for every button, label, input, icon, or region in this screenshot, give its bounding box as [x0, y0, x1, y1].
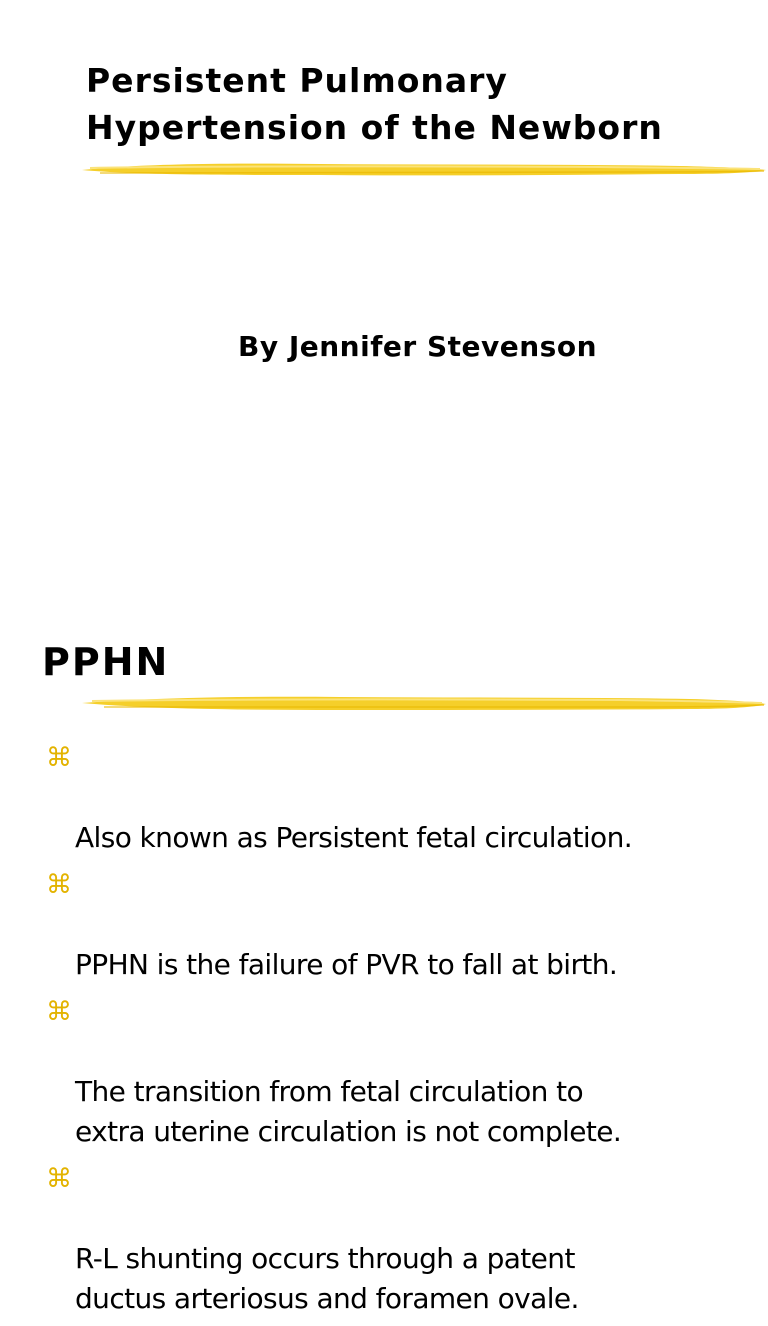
- command-key-icon: ⌘: [46, 1164, 72, 1194]
- command-key-icon: ⌘: [46, 997, 72, 1027]
- bullet-text: The transition from fetal circulation to extra uterine circulation is not complete.: [75, 1075, 622, 1148]
- bullet-text: PPHN is the failure of PVR to fall at birth.: [75, 948, 618, 981]
- title-slide: [0, 0, 768, 512]
- content-slide: [0, 512, 768, 1315]
- slide-heading: PPHN: [42, 640, 170, 684]
- bullet-text: R-L shunting occurs through a patent ductus arteriosus and foramen ovale.: [75, 1242, 579, 1315]
- bullet-text: Also known as Persistent fetal circulation.: [75, 821, 633, 854]
- command-key-icon: ⌘: [46, 870, 72, 900]
- bullet-list: [46, 738, 756, 1326]
- highlighter-stroke-icon: [80, 156, 768, 182]
- bullet-item: [46, 992, 756, 1152]
- bullet-item: [46, 1159, 756, 1319]
- slide-title-line-2: Hypertension of the Newborn: [86, 108, 663, 147]
- author-byline: By Jennifer Stevenson: [238, 330, 597, 363]
- bullet-item: [46, 865, 756, 985]
- slide-title-line-1: Persistent Pulmonary: [86, 61, 508, 100]
- highlighter-stroke-icon: [80, 690, 768, 716]
- bullet-item: [46, 738, 756, 858]
- command-key-icon: ⌘: [46, 743, 72, 773]
